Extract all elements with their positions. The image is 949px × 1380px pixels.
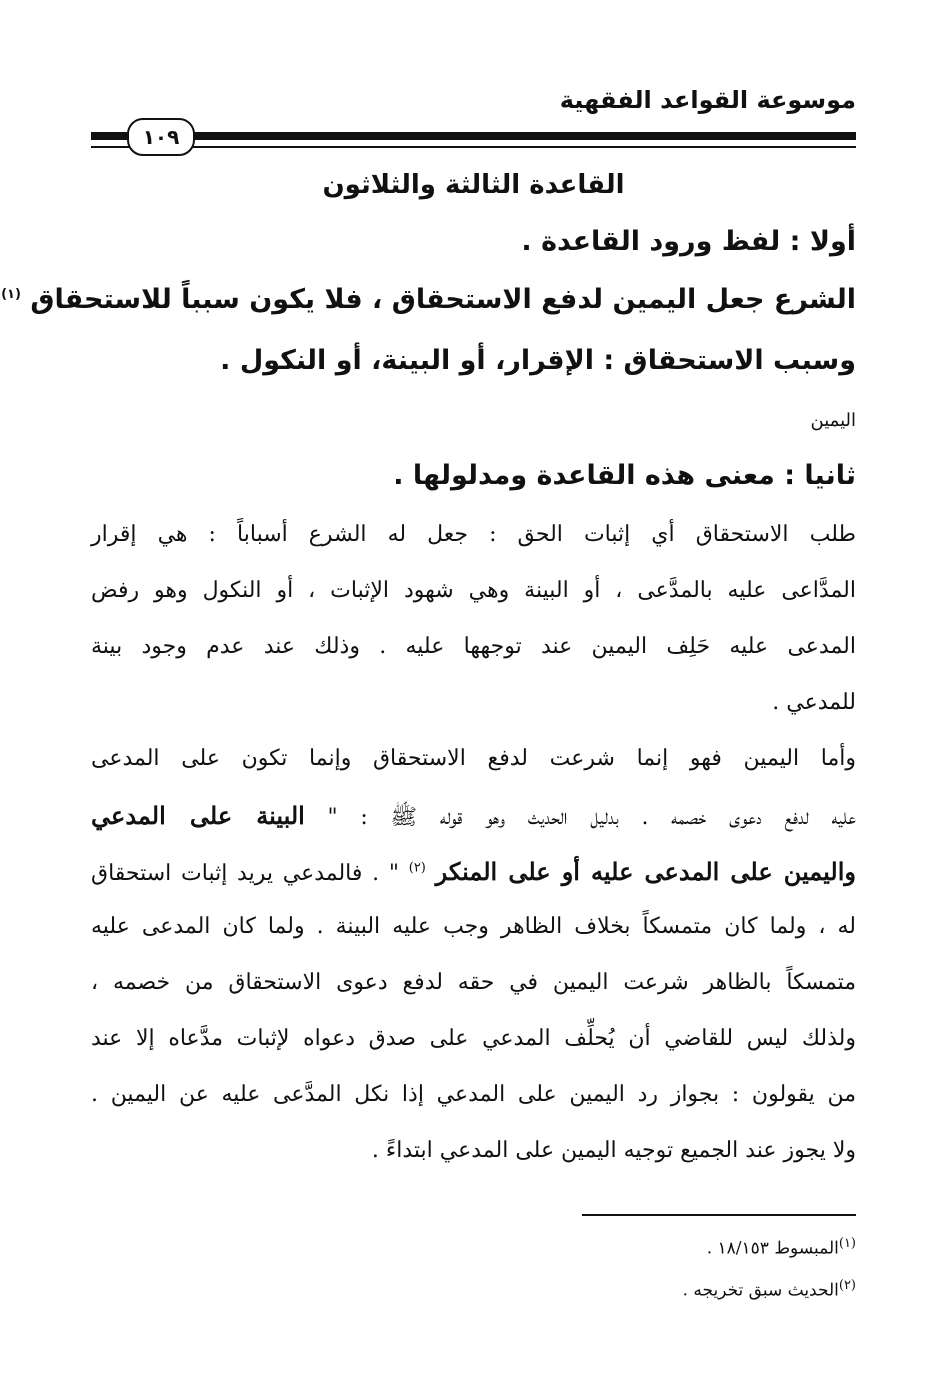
- hadith-quote-part1: البينة على المدعي: [92, 801, 306, 830]
- paragraph1-line: للمدعي .: [773, 690, 857, 715]
- section2-heading: ثانيا : معنى هذه القاعدة ومدلولها .: [394, 460, 857, 491]
- rule-statement-line1: [2, 284, 857, 315]
- hadith-quote-part2: واليمين على المدعى عليه أو على المنكر: [436, 857, 857, 886]
- paragraph2-line: له ، ولما كان متمسكاً بخلاف الظاهر وجب عليه البينة . ولما كان المدعى عليه: [92, 914, 857, 939]
- paragraph1-line: المدَّاعى عليه بالمدَّعى ، أو البينة وهي شهود الإثبات ، أو النكول وهو رفض: [92, 578, 857, 603]
- footnote-1: [708, 1236, 857, 1259]
- rule-heading: القاعدة الثالثة والثلاثون: [323, 170, 626, 200]
- marginal-label: اليمين: [811, 410, 857, 431]
- rule-statement-text: الشرع جعل اليمين لدفع الاستحقاق ، فلا يكون سبباً للاستحقاق: [31, 284, 857, 315]
- paragraph2-line: ولا يجوز عند الجميع توجيه اليمين على المدعي ابتداءً .: [372, 1138, 857, 1163]
- rule-statement-line2: وسبب الاستحقاق : الإقرار، أو البينة، أو النكول .: [221, 345, 857, 376]
- page-number: ١٠٩: [128, 118, 196, 156]
- paragraph2-line: من يقولون : بجواز رد اليمين على المدعي إذا نكل المدَّعى عليه عن اليمين .: [92, 1082, 857, 1107]
- paragraph2-line: وأما اليمين فهو إنما شرعت لدفع الاستحقاق وإنما تكون على المدعى: [92, 746, 857, 771]
- section1-heading: أولا : لفظ ورود القاعدة .: [522, 226, 857, 257]
- paragraph2-text: " . فالمدعي يريد إثبات استحقاق: [92, 861, 400, 886]
- paragraph2-line-hadith: [92, 801, 857, 830]
- paragraph2-line: ولذلك ليس للقاضي أن يُحلِّف المدعي على صدق دعواه لإثبات مدَّعاه إلا عند: [92, 1026, 857, 1051]
- running-header-title: موسوعة القواعد الفقهية: [560, 86, 857, 114]
- footnote-ref-1: (١): [2, 287, 22, 302]
- footnote-mark: (١): [839, 1236, 857, 1251]
- header-rule-thin: [92, 146, 857, 148]
- paragraph2-text: عليه لدفع دعوى خصمه . بدليل الحديث وهو قوله ﷺ : ": [328, 805, 857, 830]
- footnote-ref-2: (٢): [409, 860, 427, 876]
- footnote-mark: (٢): [839, 1278, 857, 1293]
- footnote-divider: [583, 1214, 857, 1216]
- paragraph2-line-hadith: [92, 857, 857, 886]
- footnote-2: [684, 1278, 857, 1301]
- footnote-text: الحديث سبق تخريجه .: [683, 1280, 840, 1301]
- header-rule-thick: [92, 132, 857, 140]
- paragraph2-line: متمسكاً بالظاهر شرعت اليمين في حقه لدفع دعوى الاستحقاق من خصمه ،: [92, 970, 857, 995]
- footnote-text: المبسوط ١٨/١٥٣ .: [707, 1238, 840, 1259]
- paragraph1-line: طلب الاستحقاق أي إثبات الحق : جعل له الشرع أسباباً : هي إقرار: [92, 522, 857, 547]
- paragraph1-line: المدعى عليه حَلِف اليمين عند توجهها عليه . وذلك عند عدم وجود بينة: [92, 634, 857, 659]
